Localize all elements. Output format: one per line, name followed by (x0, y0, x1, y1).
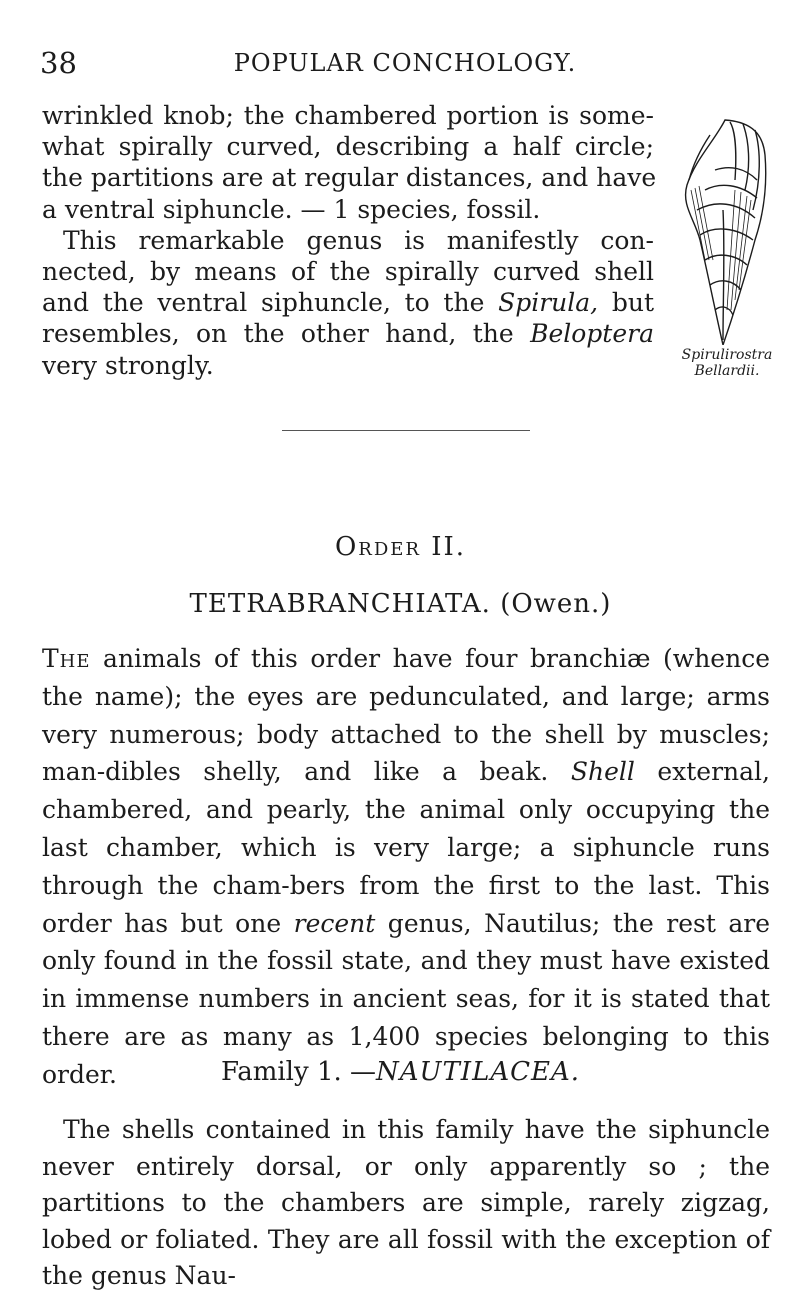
text-line: nected, by means of the spirally curved shell (42, 256, 654, 286)
running-head: POPULAR CONCHOLOGY. (233, 49, 577, 77)
family-label: Family 1. — (220, 1057, 377, 1087)
spirulirostra-illustration (675, 110, 785, 345)
text-line: wrinkled knob; the chambered portion is some- (42, 101, 654, 130)
order-description (42, 640, 770, 1094)
text-span: genus, Nautilus; the rest are only found in the fossil state, and they must have existed in immense numbers in ancient seas, for it is stated that there are as many as 1,400 species belonging to this order. (42, 908, 770, 1089)
order-name-heading: TETRABRANCHIATA. (Owen.) (189, 589, 612, 619)
order-word: Order (334, 532, 421, 562)
section-divider (282, 430, 530, 431)
page-number: 38 (40, 46, 77, 80)
text-span: but (598, 288, 654, 318)
caption-line: Spirulirostra (681, 347, 773, 363)
text-line: This remarkable genus is manifestly con- (63, 225, 654, 255)
text-line: very strongly. (42, 350, 214, 380)
text-span: animals of this order have four branchiæ (whence the name); the eyes are pedunculated, and large; arms very numerous; body attached to the shell by muscles; man-dibles shelly, and like a beak. (42, 644, 770, 787)
caption-line: Bellardii. (694, 363, 760, 379)
shell-engraving (675, 110, 785, 345)
italic-shell: Shell (570, 757, 635, 787)
text-line: the partitions are at regular distances, and have (42, 163, 657, 193)
italic-recent: recent (293, 908, 376, 938)
text-line (42, 287, 654, 318)
page-header (40, 46, 770, 86)
genus-beloptera: Beloptera (530, 319, 654, 349)
text-span: external, chambered, and pearly, the animal only occupying the last chamber, which is very large; a siphuncle runs through the cham-bers from the first to the last. This order has but one (42, 757, 771, 938)
text-line: a ventral siphuncle. — 1 species, fossil. (42, 194, 541, 224)
text-span: resembles, on the other hand, the (42, 319, 531, 349)
family-description: The shells contained in this family have the siphuncle never entirely dorsal, or only apparently so ; the partitions to the chambers are simple, rarely zigzag, lobed or foliated. They are all fossil with the exception of the genus Nau- (42, 1115, 770, 1291)
order-heading (0, 532, 801, 562)
order-numeral: II. (431, 532, 467, 562)
lead-caps: The (42, 644, 91, 673)
text-span: and the ventral siphuncle, to the (42, 288, 499, 318)
genus-spirula: Spirula, (498, 288, 599, 318)
family-name: NAUTILACEA. (376, 1057, 581, 1087)
figure-caption (667, 347, 787, 379)
text-line: what spirally curved, describing a half circle; (42, 132, 654, 162)
family-heading (0, 1057, 801, 1087)
top-paragraph (42, 100, 657, 381)
text-line (42, 318, 654, 349)
